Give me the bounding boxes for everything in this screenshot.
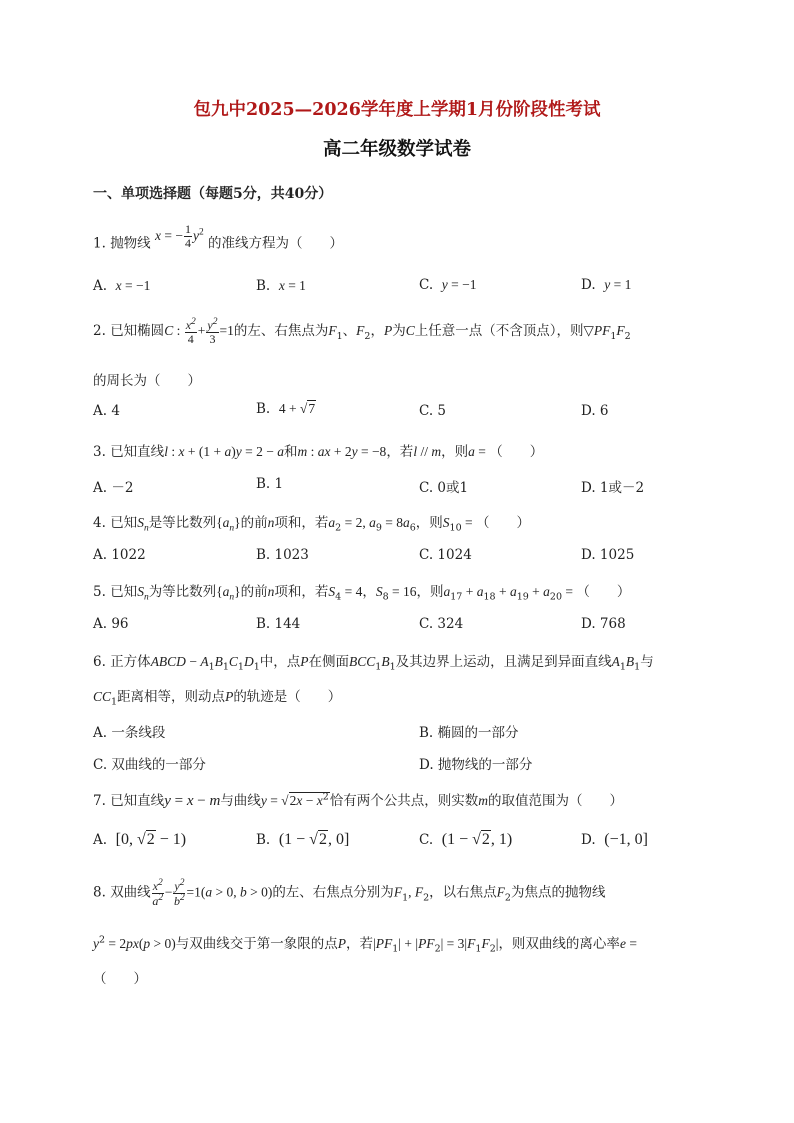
- question-1: [93, 222, 344, 257]
- option-a[interactable]: A. 1022: [93, 547, 146, 563]
- section-heading: 一、单项选择题（每题5分，共40分）: [93, 186, 333, 202]
- option-c[interactable]: C. 1024: [419, 547, 472, 563]
- question-4: 4. 已知$S_n$是等比数列$\{a_n\}$的前n项和，若$a_2 = 2$, $a_9 = 8a_6$，则$S_{10}$ = （ ）: [93, 515, 531, 534]
- question-2: 2. 已知椭圆C : $\frac{x^2}{4}$ + $\frac{y^2}{3}$ =1的左、右焦点为$F_1$、$F_2$，P为C上任意一点（不含顶点），则$▽PF_1F_2$: [93, 317, 631, 346]
- option-b[interactable]: B. 椭圆的一部分: [419, 725, 519, 741]
- option-a[interactable]: A. x = −1: [93, 278, 151, 294]
- option-a[interactable]: A. 一条线段: [93, 725, 166, 741]
- option-d[interactable]: D. 768: [581, 616, 626, 632]
- option-b[interactable]: B. x = 1: [256, 278, 306, 294]
- option-a[interactable]: A. 4: [93, 403, 120, 419]
- option-c[interactable]: C. (1 − √2, 1): [419, 831, 513, 848]
- option-b[interactable]: B. 144: [256, 616, 301, 632]
- option-c[interactable]: C. 0或1: [419, 480, 469, 496]
- question-number: 1.: [93, 235, 106, 252]
- option-c[interactable]: C. 324: [419, 616, 464, 632]
- option-c[interactable]: C. 5: [419, 403, 447, 419]
- question-8-line2: $y^2 = 2px(p > 0)$与双曲线交于第一象限的点P，若$|PF_1| + |PF_2| = 3|F_1F_2|$，则双曲线的离心率e =: [93, 934, 637, 955]
- option-d[interactable]: D. y = 1: [581, 277, 632, 293]
- question-3: 3. 已知直线l : x + (1 + a)y = 2 − a和m : ax + 2y = −8，若l // m，则a = （ ）: [93, 444, 544, 460]
- exam-subtitle: 高二年级数学试卷: [322, 139, 471, 160]
- question-5: 5. 已知$S_n$为等比数列$\{a_n\}$的前n项和，若$S_4 = 4$，$S_8 = 16$，则$a_{17} + a_{18} + a_{19} + a_{20}$ = （ ）: [93, 584, 631, 603]
- question-2-line2: 的周长为（ ）: [93, 373, 201, 389]
- option-d[interactable]: D. (−1, 0]: [581, 831, 648, 848]
- option-b[interactable]: B. 1: [256, 476, 284, 492]
- question-8-line3: （ ）: [93, 971, 147, 987]
- option-a[interactable]: A. 96: [93, 616, 129, 632]
- question-8: 8. 双曲线 $\frac{x^2}{a^2}$ − $\frac{y^2}{b^2}$ =1(a > 0, b > 0)的左、右焦点分别为$F_1$, $F_2$，以右焦点$F_2$为焦点的抛物线: [93, 878, 606, 908]
- option-a[interactable]: A. －2: [93, 480, 134, 496]
- option-b[interactable]: B. 4 + √7: [256, 401, 316, 417]
- question-text: 的准线方程为（ ）: [208, 235, 344, 252]
- question-6-line2: $CC_1$距离相等，则动点P的轨迹是（ ）: [93, 689, 342, 708]
- option-b[interactable]: B. 1023: [256, 547, 309, 563]
- option-c[interactable]: C. 双曲线的一部分: [93, 757, 206, 773]
- option-d[interactable]: D. 1025: [581, 547, 635, 563]
- option-d[interactable]: D. 抛物线的一部分: [419, 757, 533, 773]
- question-7: 7. 已知直线y = x − m与曲线$y = √2x - x^2$恰有两个公共点，则实数m的取值范围为（ ）: [93, 791, 624, 809]
- question-6: 6. 正方体ABCD − $A_1B_1C_1D_1$中，点P在侧面$BCC_1B_1$及其边界上运动，且满足到异面直线$A_1B_1$与: [93, 654, 654, 673]
- formula: x = − $\frac{1}{4}$ $y^2$: [154, 222, 204, 250]
- option-b[interactable]: B. (1 − √2, 0]: [256, 831, 350, 848]
- option-d[interactable]: D. 1或－2: [581, 480, 645, 496]
- option-c[interactable]: C. y = −1: [419, 277, 477, 293]
- option-d[interactable]: D. 6: [581, 403, 609, 419]
- option-a[interactable]: A. [0, √2 − 1): [93, 831, 187, 848]
- exam-title: 包九中2025—2026学年度上学期1月份阶段性考试: [193, 100, 601, 120]
- question-text: 抛物线: [110, 235, 151, 252]
